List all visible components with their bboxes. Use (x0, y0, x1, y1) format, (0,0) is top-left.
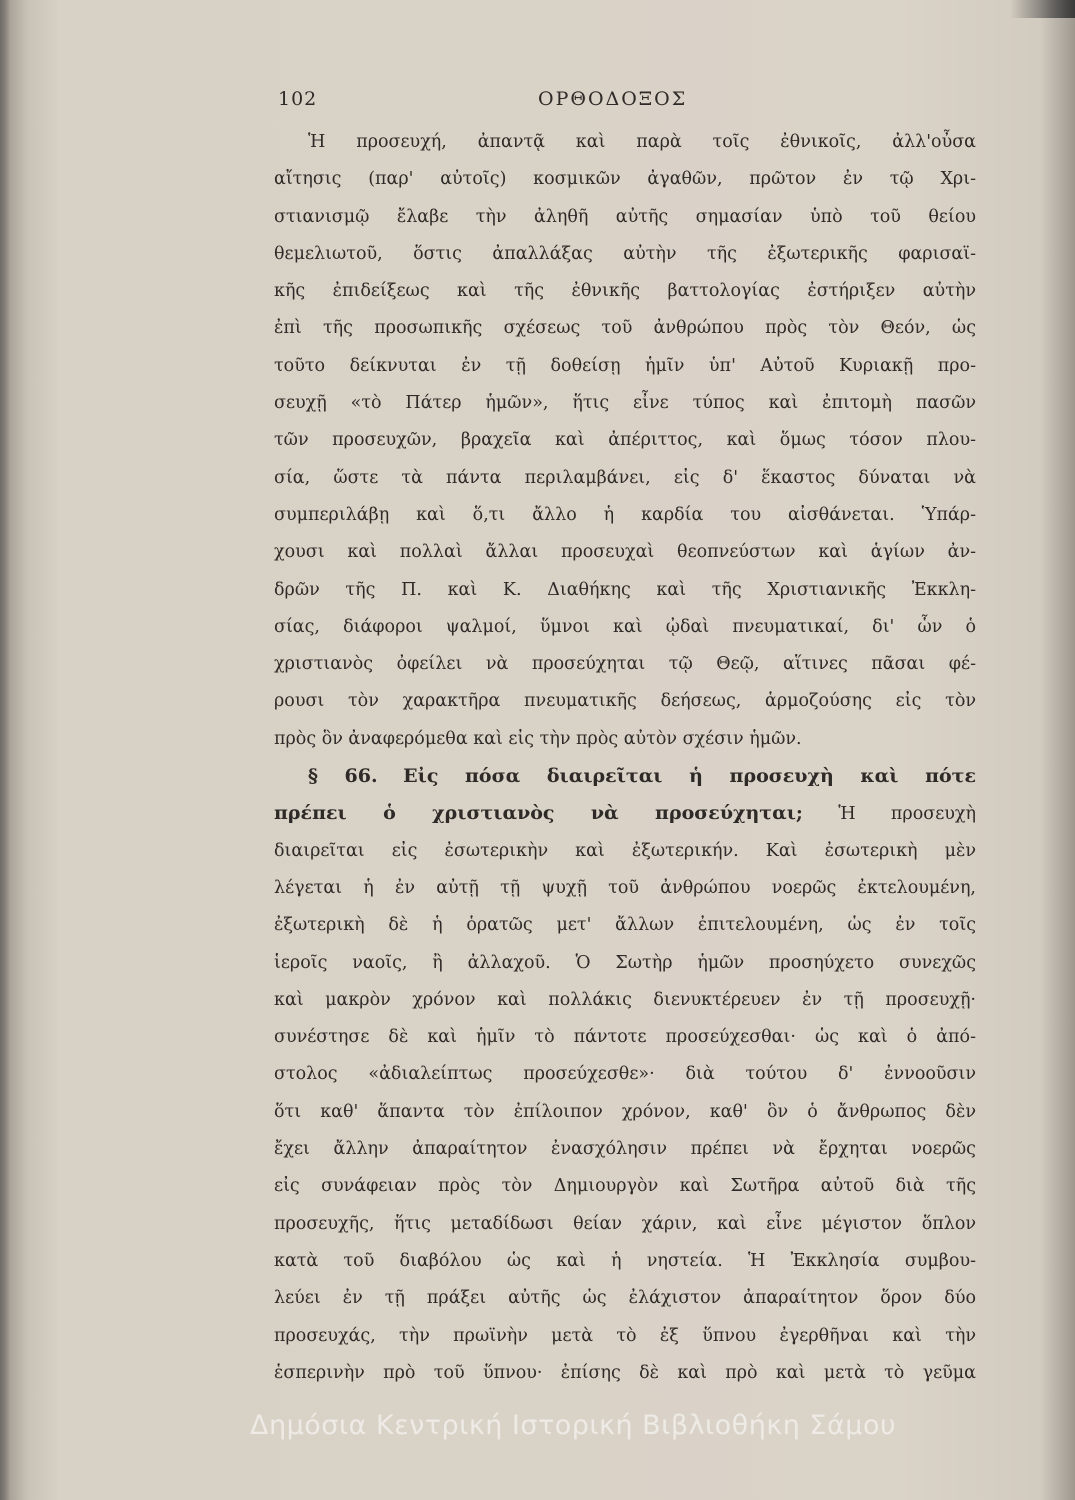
library-watermark: Δημόσια Κεντρική Ιστορική Βιβλιοθήκη Σάμου (250, 1410, 897, 1441)
text-line: εἰς συνάφειαν πρὸς τὸν Δημιουργὸν καὶ Σωτῆρα αὐτοῦ διὰ τῆς (274, 1176, 976, 1197)
text-line: συνέστησε δὲ καὶ ἡμῖν τὸ πάντοτε προσεύχεσθαι· ὡς καὶ ὁ ἀπό- (274, 1027, 976, 1048)
text-line: στιανισμῷ ἔλαβε τὴν ἀληθῆ αὐτῆς σημασίαν ὑπὸ τοῦ θείου (274, 206, 976, 227)
text-line: αἴτησις (παρ' αὐτοῖς) κοσμικῶν ἀγαθῶν, πρῶτον ἐν τῷ Χρι- (274, 169, 976, 190)
text-line: χριστιανὸς ὀφείλει νὰ προσεύχηται τῷ Θεῷ, αἵτινες πᾶσαι φέ- (274, 654, 976, 675)
scan-edge-shadow (1010, 0, 1075, 18)
text-line: ἔχει ἄλλην ἀπαραίτητον ἐνασχόλησιν πρέπει νὰ ἔρχηται νοερῶς (274, 1139, 976, 1160)
text-line: συμπεριλάβῃ καὶ ὅ,τι ἄλλο ἡ καρδία του αἰσθάνεται. Ὑπάρ- (274, 504, 976, 525)
text-line: δρῶν τῆς Π. καὶ Κ. Διαθήκης καὶ τῆς Χριστιανικῆς Ἐκκλη- (274, 579, 976, 600)
text-line: Ἡ προσευχή, ἀπαντᾷ καὶ παρὰ τοῖς ἐθνικοῖς, ἀλλ'οὖσα (308, 132, 976, 152)
text-line: σία, ὥστε τὰ πάντα περιλαμβάνει, εἰς δ' ἕκαστος δύναται νὰ (274, 467, 976, 488)
text-line: ρουσι τὸν χαρακτῆρα πνευματικῆς δεήσεως, ἁρμοζούσης εἰς τὸν (274, 691, 976, 712)
body-text (274, 124, 976, 1392)
text-line: κατὰ τοῦ διαβόλου ὡς καὶ ἡ νηστεία. Ἡ Ἐκκλησία συμβου- (274, 1250, 976, 1271)
section-heading-line (274, 758, 976, 795)
section-number: § 66. (308, 765, 378, 788)
text-line: τῶν προσευχῶν, βραχεῖα καὶ ἀπέριττος, καὶ ὅμως τόσον πλου- (274, 430, 976, 451)
text-line: ὅτι καθ' ἅπαντα τὸν ἐπίλοιπον χρόνον, καθ' ὃν ὁ ἄνθρωπος δὲν (274, 1101, 976, 1122)
text-line: πρὸς ὃν ἀναφερόμεθα καὶ εἰς τὴν πρὸς αὐτὸν σχέσιν ἡμῶν. (274, 728, 802, 749)
text-line: ἱεροῖς ναοῖς, ἢ ἀλλαχοῦ. Ὁ Σωτὴρ ἡμῶν προσηύχετο συνεχῶς (274, 952, 976, 973)
running-head (274, 88, 976, 118)
text-line: χουσι καὶ πολλαὶ ἄλλαι προσευχαὶ θεοπνεύστων καὶ ἁγίων ἀν- (274, 542, 976, 563)
text-line: ἐπὶ τῆς προσωπικῆς σχέσεως τοῦ ἀνθρώπου πρὸς τὸν Θεόν, ὡς (274, 318, 976, 339)
text-line: λέγεται ἡ ἐν αὐτῇ τῇ ψυχῇ τοῦ ἀνθρώπου νοερῶς ἐκτελουμένη, (274, 877, 976, 898)
text-line: ἑσπερινὴν πρὸ τοῦ ὕπνου· ἐπίσης δὲ καὶ πρὸ καὶ μετὰ τὸ γεῦμα (274, 1362, 976, 1383)
text-line: στολος «ἀδιαλείπτως προσεύχεσθε»· διὰ τούτου δ' ἐννοοῦσιν (274, 1064, 976, 1085)
section-heading-cont: πρέπει ὁ χριστιανὸς νὰ προσεύχηται; (274, 802, 803, 825)
section-heading: Εἰς πόσα διαιρεῖται ἡ προσευχὴ καὶ πότε (403, 765, 976, 788)
text-line: καὶ μακρὸν χρόνον καὶ πολλάκις διενυκτέρευεν ἐν τῇ προσευχῇ· (274, 989, 976, 1010)
text-run: Ἡ προσευχὴ (838, 804, 976, 825)
text-line: διαιρεῖται εἰς ἐσωτερικὴν καὶ ἐξωτερικήν. Καὶ ἐσωτερικὴ μὲν (274, 840, 976, 861)
binding-shadow (0, 0, 10, 1500)
text-line: λεύει ἐν τῇ πράξει αὐτῆς ὡς ἐλάχιστον ἀπαραίτητον ὅρον δύο (274, 1288, 976, 1309)
text-line: σευχῇ «τὸ Πάτερ ἡμῶν», ἥτις εἶνε τύπος καὶ ἐπιτομὴ πασῶν (274, 393, 976, 414)
text-line: κῆς ἐπιδείξεως καὶ τῆς ἐθνικῆς βαττολογίας ἐστήριξεν αὐτὴν (274, 281, 976, 302)
text-line: τοῦτο δείκνυται ἐν τῇ δοθείσῃ ἡμῖν ὑπ' Αὐτοῦ Κυριακῇ προ- (274, 355, 976, 376)
text-line: προσευχῆς, ἥτις μεταδίδωσι θείαν χάριν, καὶ εἶνε μέγιστον ὅπλον (274, 1213, 976, 1234)
section-heading-line (274, 795, 976, 832)
page-number: 102 (278, 88, 318, 110)
text-line: θεμελιωτοῦ, ὅστις ἀπαλλάξας αὐτὴν τῆς ἐξωτερικῆς φαρισαϊ- (274, 243, 976, 264)
running-title: ΟΡΘΟΔΟΞΟΣ (538, 88, 688, 110)
text-line: ἐξωτερικὴ δὲ ἡ ὁρατῶς μετ' ἄλλων ἐπιτελουμένη, ὡς ἐν τοῖς (274, 915, 976, 936)
text-line: σίας, διάφοροι ψαλμοί, ὕμνοι καὶ ᾠδαὶ πνευματικαί, δι' ὧν ὁ (274, 616, 976, 637)
text-line: προσευχάς, τὴν πρωϊνὴν μετὰ τὸ ἐξ ὕπνου ἐγερθῆναι καὶ τὴν (274, 1325, 976, 1346)
